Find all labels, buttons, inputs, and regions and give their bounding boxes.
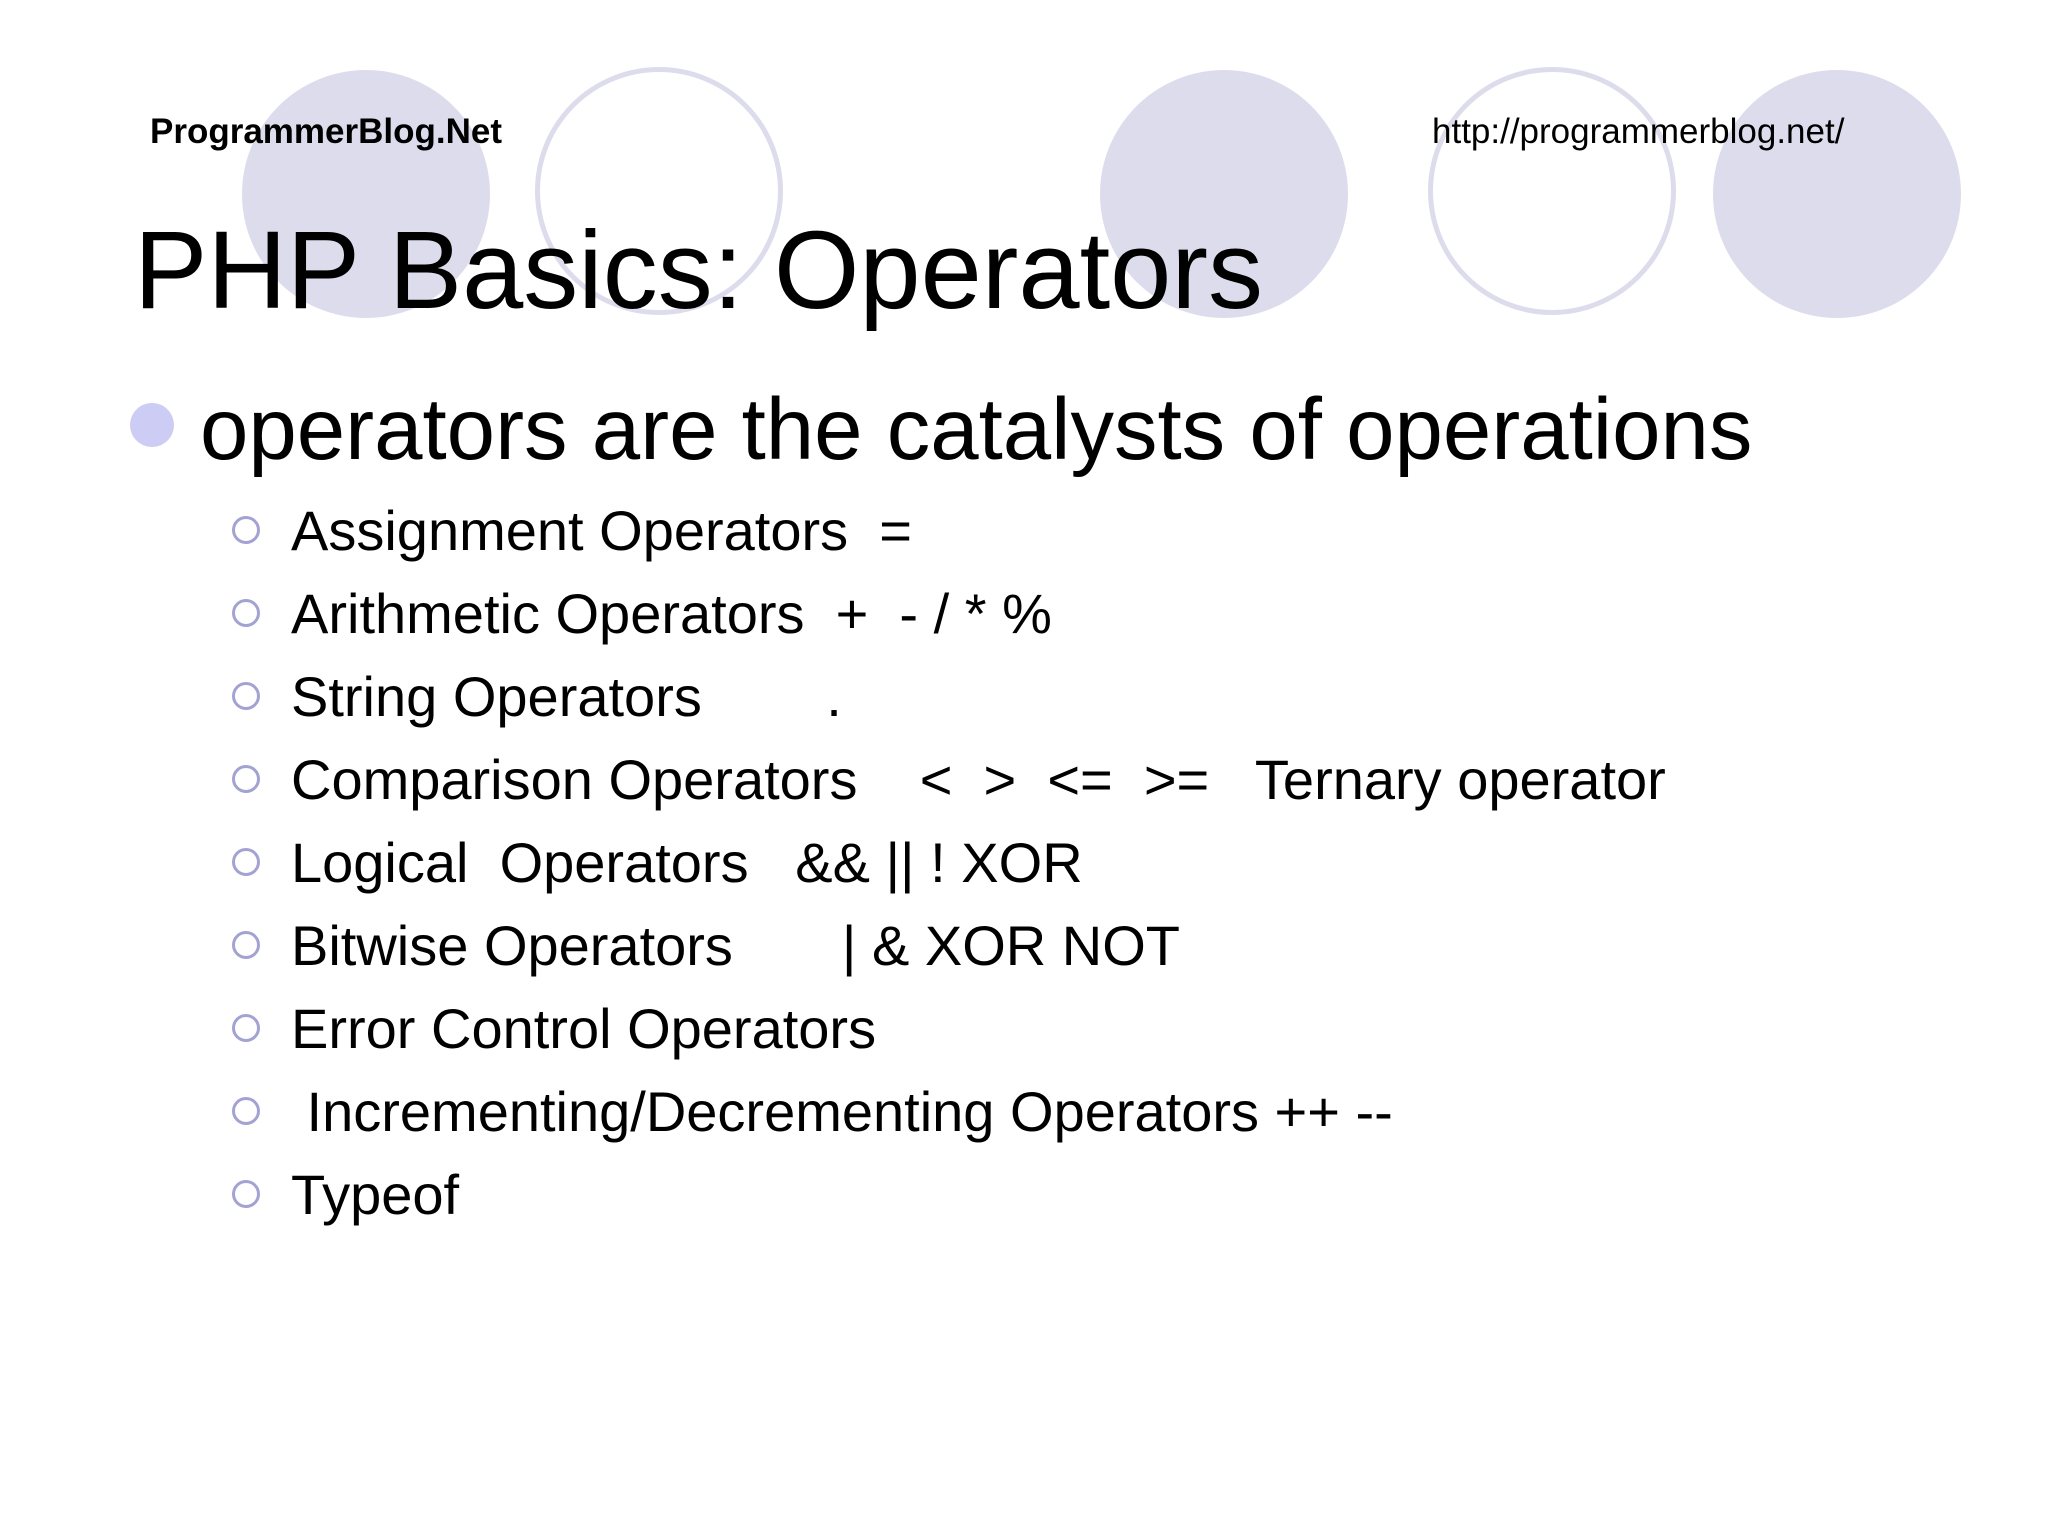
list-item <box>0 579 2048 662</box>
hollow-bullet-icon <box>232 1014 260 1042</box>
list-item-text: Logical Operators && || ! XOR <box>291 831 1083 894</box>
list-item-text: String Operators . <box>291 665 842 728</box>
list-item <box>0 496 2048 579</box>
list-item-text: Incrementing/Decrementing Operators ++ -- <box>291 1080 1393 1143</box>
list-item-text: Arithmetic Operators + - / * % <box>291 582 1052 645</box>
list-item <box>0 994 2048 1077</box>
list-item <box>0 828 2048 911</box>
slide-title: PHP Basics: Operators <box>134 209 1263 332</box>
hollow-bullet-icon <box>232 931 260 959</box>
hollow-bullet-icon <box>232 848 260 876</box>
site-url: http://programmerblog.net/ <box>1432 112 1845 151</box>
list-item <box>0 662 2048 745</box>
list-item <box>0 1077 2048 1160</box>
bullet-icon <box>130 403 174 447</box>
hollow-bullet-icon <box>232 682 260 710</box>
operator-list <box>0 496 2048 1243</box>
decorative-filled-circle <box>1713 70 1961 318</box>
brand-name: ProgrammerBlog.Net <box>150 112 503 151</box>
hollow-bullet-icon <box>232 599 260 627</box>
list-item-text: Comparison Operators < > <= >= Ternary operator <box>291 748 1666 811</box>
list-item-text: Bitwise Operators | & XOR NOT <box>291 914 1180 977</box>
hollow-bullet-icon <box>232 1180 260 1208</box>
list-item-text: Error Control Operators <box>291 997 877 1060</box>
main-point: operators are the catalysts of operations <box>200 381 1753 478</box>
list-item-text: Typeof <box>291 1163 460 1226</box>
list-item <box>0 911 2048 994</box>
list-item-text: Assignment Operators = <box>291 499 912 562</box>
hollow-bullet-icon <box>232 765 260 793</box>
list-item <box>0 1160 2048 1243</box>
hollow-bullet-icon <box>232 516 260 544</box>
hollow-bullet-icon <box>232 1097 260 1125</box>
decorative-ring-circle <box>1428 67 1676 315</box>
list-item <box>0 745 2048 828</box>
